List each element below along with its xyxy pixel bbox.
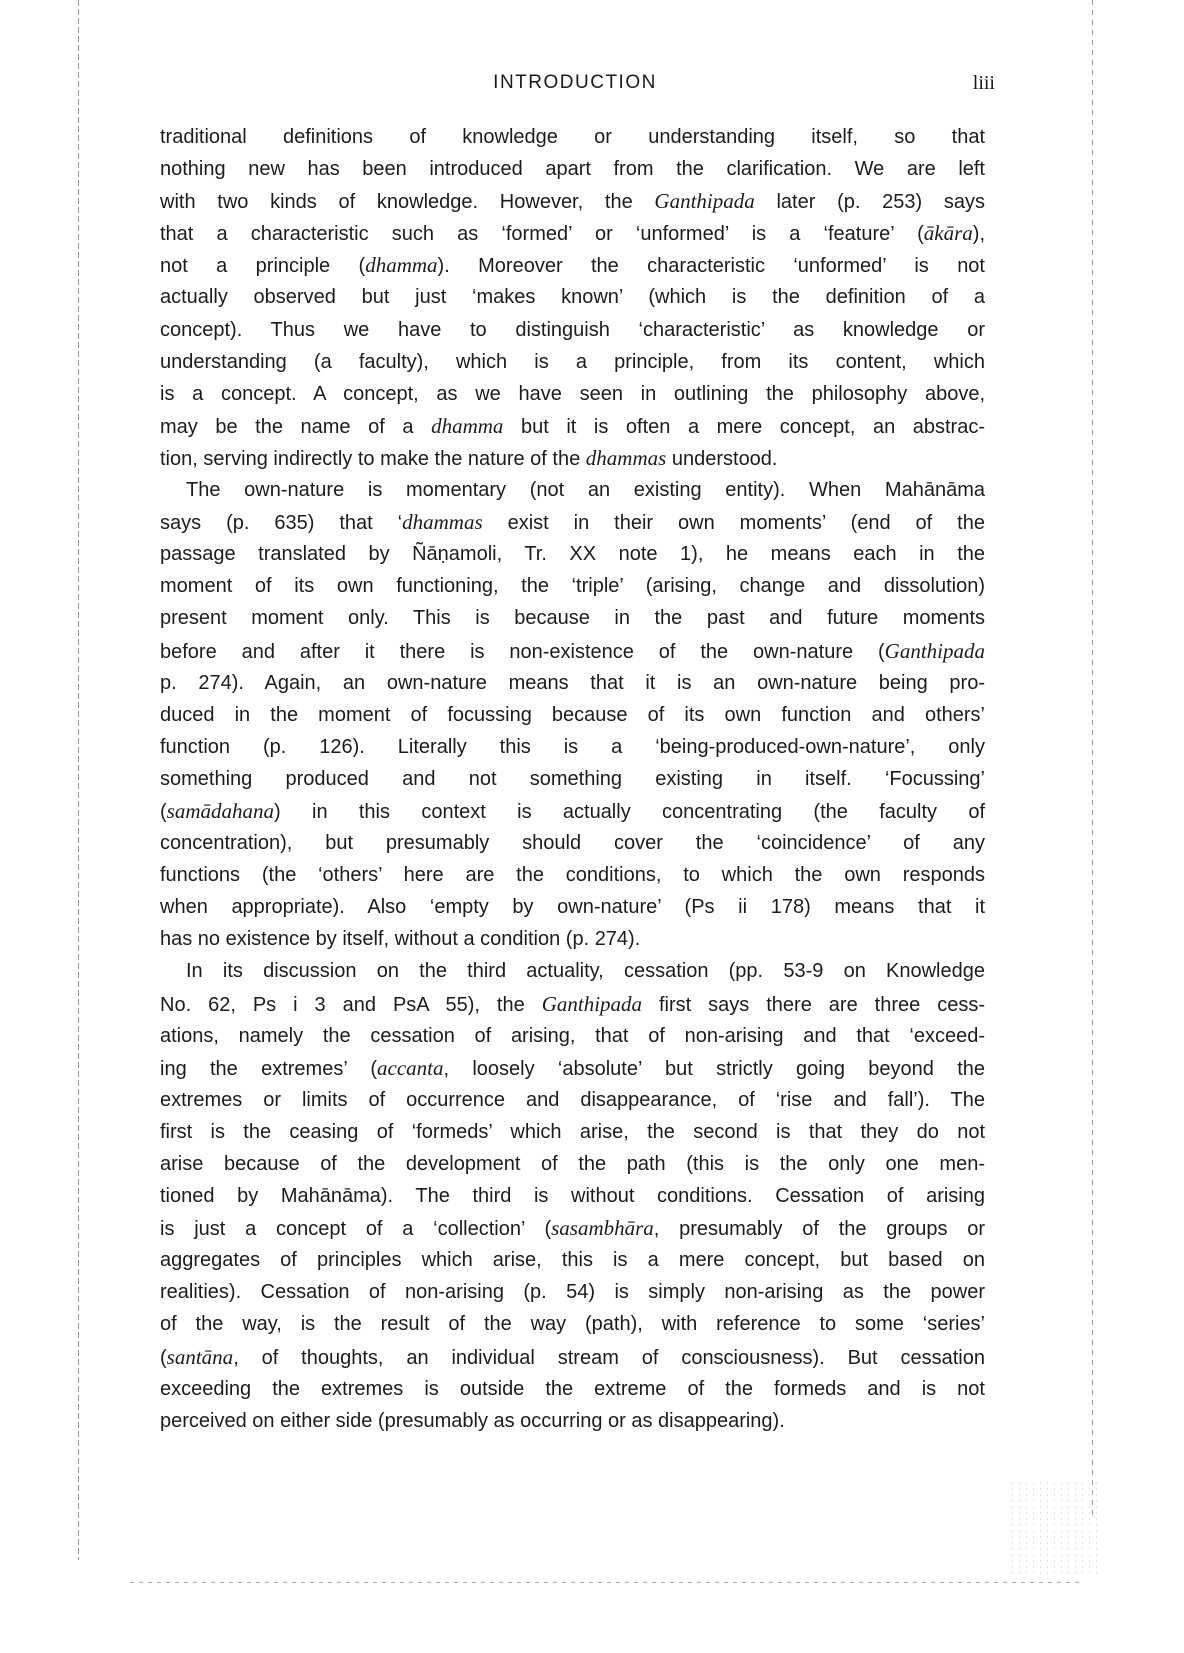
text-line: The own-nature is momentary (not an existing entity). When Mahānāma [186, 479, 985, 502]
text-line: nothing new has been introduced apart from the clarification. We are left [160, 158, 985, 181]
text-line: (samādahana) in this context is actually concentrating (the faculty of [160, 798, 985, 823]
text-line: p. 274). Again, an own-nature means that it is an own-nature being pro- [160, 671, 985, 694]
italic-term: accanta [377, 1055, 444, 1080]
italic-term: dhammas [402, 510, 483, 535]
italic-term: Ganthipada [654, 189, 755, 214]
text-line: has no existence by itself, without a condition (p. 274). [160, 928, 641, 951]
text-line: exceeding the extremes is outside the extreme of the formeds and is not [160, 1377, 985, 1400]
text-line: before and after it there is non-existence of the own-nature (Ganthipada [160, 638, 985, 663]
text-line: first is the ceasing of ‘formeds’ which arise, the second is that they do not [160, 1120, 985, 1143]
italic-term: samādahana [166, 798, 275, 823]
italic-term: ākāra [923, 221, 973, 246]
text-line: ations, namely the cessation of arising, that of non-arising and that ‘exceed- [160, 1024, 985, 1047]
text-line: when appropriate). Also ‘empty by own-nature’ (Ps ii 178) means that it [160, 896, 985, 919]
text-line: with two kinds of knowledge. However, the Ganthipada later (p. 253) says [160, 189, 985, 214]
text-line: may be the name of a dhamma but it is often a mere concept, an abstrac- [160, 413, 985, 438]
text-line: is a concept. A concept, as we have seen in outlining the philosophy above, [160, 382, 985, 405]
text-line: not a principle (dhamma). Moreover the characteristic ‘unformed’ is not [160, 253, 985, 278]
italic-term: dhammas [585, 445, 667, 470]
text-line: duced in the moment of focussing because of its own function and others’ [160, 703, 985, 726]
running-title: INTRODUCTION [493, 72, 657, 93]
text-line: ing the extremes’ (accanta, loosely ‘absolute’ but strictly going beyond the [160, 1055, 985, 1080]
text-line: present moment only. This is because in the past and future moments [160, 607, 985, 630]
scan-border-bottom [130, 1582, 1080, 1583]
italic-term: dhamma [365, 253, 438, 278]
text-line: In its discussion on the third actuality, cessation (pp. 53-9 on Knowledge [186, 960, 985, 983]
text-line: functions (the ‘others’ here are the conditions, to which the own responds [160, 864, 985, 887]
scan-border-left [78, 0, 79, 1560]
text-line: traditional definitions of knowledge or understanding itself, so that [160, 126, 985, 148]
text-line: passage translated by Ñāṇamoli, Tr. XX note 1), he means each in the [160, 543, 985, 566]
scan-border-right [1092, 0, 1093, 1520]
text-line: actually observed but just ‘makes known’ (which is the definition of a [160, 286, 985, 309]
text-line: says (p. 635) that ‘dhammas exist in their own moments’ (end of the [160, 510, 985, 535]
text-line: realities). Cessation of non-arising (p. 54) is simply non-arising as the power [160, 1281, 985, 1304]
text-line: concept). Thus we have to distinguish ‘characteristic’ as knowledge or [160, 318, 985, 341]
text-line: tioned by Mahānāma). The third is without conditions. Cessation of arising [160, 1185, 985, 1208]
italic-term: Ganthipada [884, 638, 985, 663]
body-text [160, 121, 985, 1437]
text-line: moment of its own functioning, the ‘triple’ (arising, change and dissolution) [160, 575, 985, 598]
running-head [160, 70, 995, 100]
text-line: something produced and not something existing in itself. ‘Focussing’ [160, 767, 985, 790]
text-line: that a characteristic such as ‘formed’ or ‘unformed’ is a ‘feature’ (ākāra), [160, 221, 985, 246]
italic-term: Ganthipada [541, 991, 643, 1016]
text-line: extremes or limits of occurrence and disappearance, of ‘rise and fall’). The [160, 1088, 985, 1111]
text-line: function (p. 126). Literally this is a ‘being-produced-own-nature’, only [160, 735, 985, 758]
text-line: tion, serving indirectly to make the nature of the dhammas understood. [160, 445, 778, 470]
page-number: liii [972, 72, 995, 94]
text-line: arise because of the development of the path (this is the only one men- [160, 1153, 985, 1175]
text-line: No. 62, Ps i 3 and PsA 55), the Ganthipada first says there are three cess- [160, 991, 985, 1016]
text-line: perceived on either side (presumably as occurring or as disappearing). [160, 1409, 785, 1432]
scan-noise [1009, 1480, 1099, 1575]
text-line: of the way, is the result of the way (path), with reference to some ‘series’ [160, 1313, 985, 1336]
italic-term: sasambhāra [551, 1216, 654, 1241]
text-line: is just a concept of a ‘collection’ (sasambhāra, presumably of the groups or [160, 1216, 985, 1241]
text-line: aggregates of principles which arise, this is a mere concept, but based on [160, 1249, 985, 1272]
text-line: concentration), but presumably should cover the ‘coincidence’ of any [160, 832, 985, 855]
italic-term: dhamma [431, 413, 504, 438]
text-line: (santāna, of thoughts, an individual stream of consciousness). But cessation [160, 1344, 985, 1369]
italic-term: santāna [166, 1344, 234, 1369]
text-line: understanding (a faculty), which is a principle, from its content, which [160, 350, 985, 373]
